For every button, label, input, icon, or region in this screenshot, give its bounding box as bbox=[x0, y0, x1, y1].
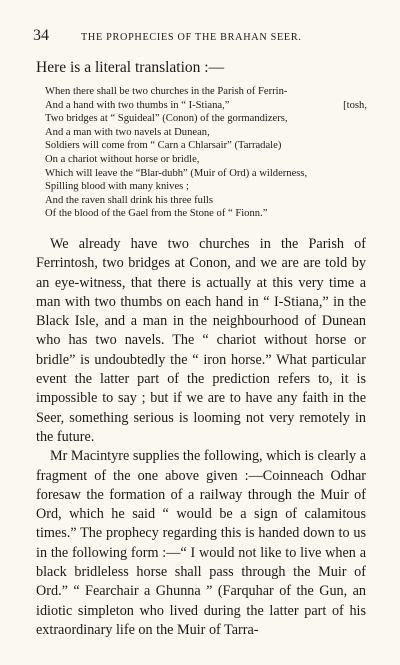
paragraph: We already have two churches in the Parish of Ferrintosh, two bridges at Conon, and we are are told by an eye-witness, that there is actually at this very time a man with two thumbs on each hand in “ I-Stiana,” in the Black Isle, and a man in the neighbourhood of Dunean who has two navels. The “ chariot without horse or bridle” is undoubtedly the “ iron horse.” What particular event the latter part of the prediction refers to, it is impossible to say ; but if we are to have any faith in the Seer, something serious is looming not very remotely in the future. bbox=[36, 236, 366, 445]
page-number: 34 bbox=[33, 27, 49, 44]
verse-line: Which will leave the “Blar-dubh” (Muir of Ord) a wilderness, bbox=[45, 167, 308, 179]
verse-line: And a man with two navels at Dunean, bbox=[45, 126, 210, 138]
verse-line-carryover: [tosh, bbox=[343, 99, 367, 111]
paragraph: Mr Macintyre supplies the following, which is clearly a fragment of the one above given :—Coinneach Odhar foresaw the formation of a railway through the Muir of Ord, which he said “ would be a sign of calamitous times.” The prophecy regarding this is handed down to us in the following form :—“ I would not like to live when a black bridleless horse shall pass through the Muir of Ord.” “ Fearchair a Ghunna ” (Farquhar of the Gun, an idiotic simpleton who lived during the latter part of his extraordinary life on the Muir of Tarra- bbox=[36, 448, 366, 638]
verse-line: On a chariot without horse or bridle, bbox=[45, 153, 200, 165]
verse-line: Spilling blood with many knives ; bbox=[45, 181, 189, 193]
body-text bbox=[36, 235, 366, 640]
page-header bbox=[33, 27, 367, 45]
running-title: THE PROPHECIES OF THE BRAHAN SEER. bbox=[81, 32, 302, 43]
verse-line bbox=[45, 99, 367, 113]
verse-line: When there shall be two churches in the Parish of Ferrin- bbox=[45, 86, 288, 97]
verse-line: And the raven shall drink his three fulls bbox=[45, 194, 213, 206]
intro-line: Here is a literal translation :— bbox=[36, 59, 225, 76]
verse-line: Two bridges at “ Sguideal” (Conon) of the gormandizers, bbox=[45, 113, 288, 125]
verse-line: Of the blood of the Gael from the Stone of “ Fionn.” bbox=[45, 208, 268, 220]
verse-line: Soldiers will come from “ Carn a Chlarsair” (Tarradale) bbox=[45, 140, 282, 152]
verse-block bbox=[45, 85, 367, 221]
verse-line-main: And a hand with two thumbs in “ I-Stiana,” bbox=[45, 99, 230, 111]
